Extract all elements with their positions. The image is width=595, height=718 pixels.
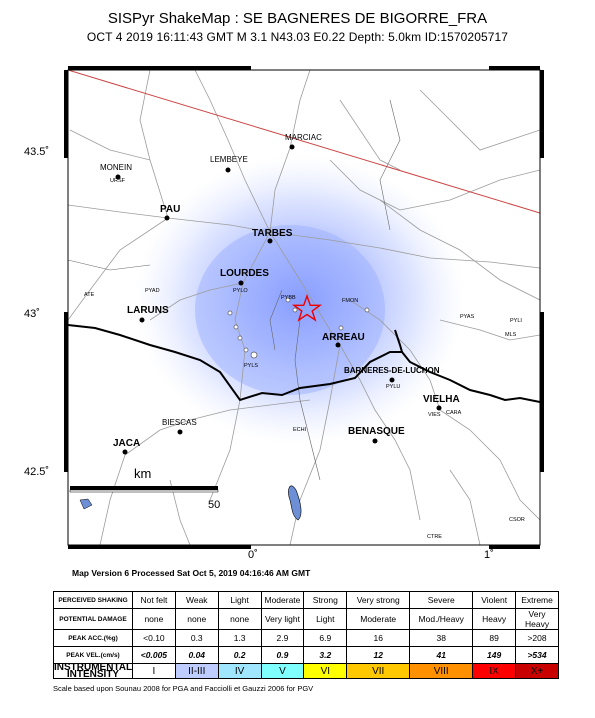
city-label-tarbes: TARBES: [252, 228, 293, 239]
city-label-lourdes: LOURDES: [220, 268, 269, 279]
map-title: SISPyr ShakeMap : SE BAGNERES DE BIGORRE_FRA: [107, 10, 488, 27]
city-label-benasque: BENASQUE: [348, 426, 405, 437]
station-label: URSF: [110, 178, 125, 184]
lon-label: 0˚: [248, 549, 258, 561]
city-label-monein: MONEIN: [100, 163, 132, 172]
station-label: PYAS: [460, 314, 475, 320]
map-version: Map Version 6 Processed Sat Oct 5, 2019 04:16:46 AM GMT: [72, 568, 311, 578]
city-label-lembeye: LEMBEYE: [210, 155, 248, 164]
event-subtitle: OCT 4 2019 16:11:43 GMT M 3.1 N43.03 E0.22 Depth: 5.0km ID:1570205717: [86, 30, 509, 44]
lon-label: 1˚: [484, 549, 494, 561]
station-label: PYLI: [510, 318, 522, 324]
station-label: PYAD: [145, 288, 160, 294]
city-label-pau: PAU: [160, 204, 181, 215]
city-label-laruns: LARUNS: [127, 305, 169, 316]
station-label: PYLU: [386, 384, 401, 390]
station-label: ECHI: [293, 427, 307, 433]
station-label: VIES: [428, 412, 441, 418]
station-label: CTRE: [427, 534, 442, 540]
legend-header: PEAK VEL.(cm/s): [54, 647, 133, 664]
scalebar-unit: km: [134, 466, 152, 481]
scale-bar: [70, 486, 218, 492]
lake: [288, 486, 301, 520]
legend-header: PEAK ACC.(%g): [54, 630, 133, 647]
station-label: CSOR: [509, 517, 525, 523]
legend-header: PERCEIVED SHAKING: [54, 592, 133, 609]
legend-header: POTENTIAL DAMAGE: [54, 609, 133, 630]
legend-row-acc: PEAK ACC.(%g) <0.10 0.3 1.3 2.9 6.9 16 38 89 >208: [54, 630, 559, 647]
station-label: CARA: [446, 410, 462, 416]
city-label-marciac: MARCIAC: [285, 133, 322, 142]
lat-label: 42.5˚: [24, 466, 50, 478]
station-label: PYLO: [233, 288, 248, 294]
city-label-vielha: VIELHA: [423, 394, 460, 405]
legend-header: INSTRUMENTAL INTENSITY: [54, 662, 133, 680]
station-label: PYLS: [244, 363, 259, 369]
city-label-barneres: BARNERES-DE-LUCHON: [344, 366, 440, 375]
station-label: MLS: [505, 332, 517, 338]
station-label: FMON: [342, 298, 359, 304]
station-label: ATE: [84, 292, 95, 298]
scalebar-value: 50: [208, 499, 221, 511]
city-label-arreau: ARREAU: [322, 332, 365, 343]
city-label-biescas: BIESCAS: [162, 418, 197, 427]
legend-row-intensity: INSTRUMENTAL INTENSITY I II-III IV V VI VII VIII IX X+: [54, 664, 559, 679]
station-label: PYBB: [281, 295, 296, 301]
city-label-jaca: JACA: [113, 438, 141, 449]
legend-row-shaking: PERCEIVED SHAKING Not felt Weak Light Moderate Strong Very strong Severe Violent Extreme: [54, 592, 559, 609]
legend-row-vel: PEAK VEL.(cm/s) <0.005 0.04 0.2 0.9 3.2 12 41 149 >534: [54, 647, 559, 664]
scale-note: Scale based upon Sounau 2008 for PGA and Facciolli et Gauzzi 2006 for PGV: [53, 684, 314, 693]
lat-label: 43.5˚: [24, 146, 50, 158]
lat-label: 43˚: [24, 308, 40, 320]
legend-row-damage: POTENTIAL DAMAGE none none none Very light Light Moderate Mod./Heavy Heavy Very Heavy: [54, 609, 559, 630]
intensity-legend: [53, 591, 559, 679]
